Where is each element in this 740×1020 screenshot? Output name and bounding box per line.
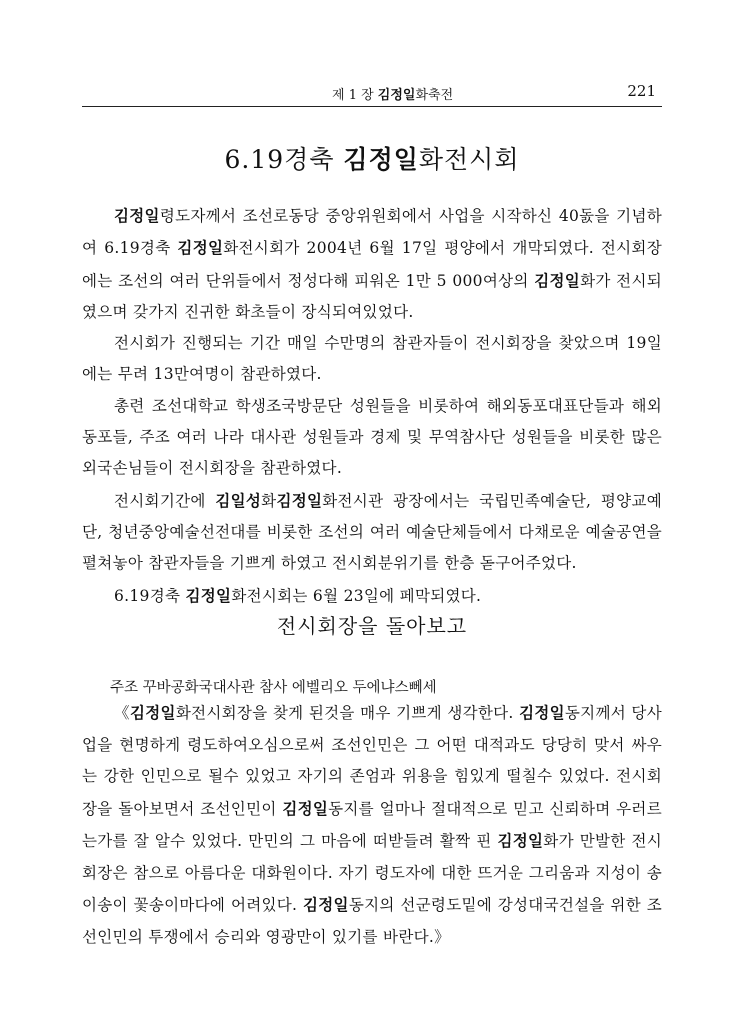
quote-attribution: 주조 꾸바공화국대사관 참사 에벨리오 두에냐스뻬세 bbox=[110, 680, 437, 696]
paragraph-4: 전시회기간에 김일성화김정일화전시관 광장에서는 국립민족예술단, 평양교예단, 청년중앙예술선전대를 비롯한 조선의 여러 예술단체들에서 다채로운 예술공연을 펼쳐놓아 참관자들을 기쁘게 하였고 전시회분위기를 한층 돋구어주었다. bbox=[82, 490, 662, 573]
paragraph-1: 김정일령도자께서 조선로동당 중앙위원회에서 사업을 시작하신 40돐을 기념하여 6.19경축 김정일화전시회가 2004년 6월 17일 평양에서 개막되였다. 전시회장에는 조선의 여러 단위들에서 정성다해 피워온 1만 5 000여상의 김정일화가 전시되였으며 갖가지 진귀한 화초들이 장식되여있었다. bbox=[82, 206, 662, 321]
quote-block bbox=[82, 697, 662, 953]
paragraph-3: 총련 조선대학교 학생조국방문단 성원들을 비롯하여 해외동포대표단들과 해외동포들, 주조 여러 나라 대사관 성원들과 경제 및 무역참사단 성원들을 비롯한 많은 외국손님들이 전시회장을 참관하였다. bbox=[82, 396, 662, 478]
section-subtitle: 전시회장을 돌아보고 bbox=[276, 614, 468, 638]
chapter-heading: 제 1 장 김정일화축전 bbox=[332, 88, 454, 103]
article-title: 6.19경축 김정일화전시회 bbox=[224, 145, 520, 174]
running-header bbox=[82, 80, 662, 107]
quote-paragraph: 《김정일화전시회장을 찾게 된것을 매우 기쁘게 생각한다. 김정일동지께서 당사업을 현명하게 령도하여오심으로써 조선인민은 그 어떤 대적과도 당당히 맞서 싸우는 강한 인민으로 될수 있었고 자기의 존엄과 위용을 힘있게 떨칠수 있었다. 전시회장을 돌아보면서 조선인민이 김정일동지를 얼마나 절대적으로 믿고 신뢰하며 우러르는가를 잘 알수 있었다. 만민의 그 마음에 떠받들려 활짝 핀 김정일화가 만발한 전시회장은 참으로 아름다운 대화원이다. 자기 령도자에 대한 뜨거운 그리움과 지성이 송이송이 꽃송이마다에 어려있다. 김정일동지의 선군령도밑에 강성대국건설을 위한 조선인민의 투쟁에서 승리와 영광만이 있기를 바란다.》 bbox=[82, 703, 662, 946]
paragraph-2: 전시회가 진행되는 기간 매일 수만명의 참관자들이 전시회장을 찾았으며 19일에는 무려 13만여명이 참관하였다. bbox=[82, 334, 662, 384]
page-number: 221 bbox=[627, 82, 656, 100]
paragraph-5: 6.19경축 김정일화전시회는 6월 23일에 페막되였다. bbox=[114, 585, 482, 605]
article-body bbox=[82, 200, 662, 612]
